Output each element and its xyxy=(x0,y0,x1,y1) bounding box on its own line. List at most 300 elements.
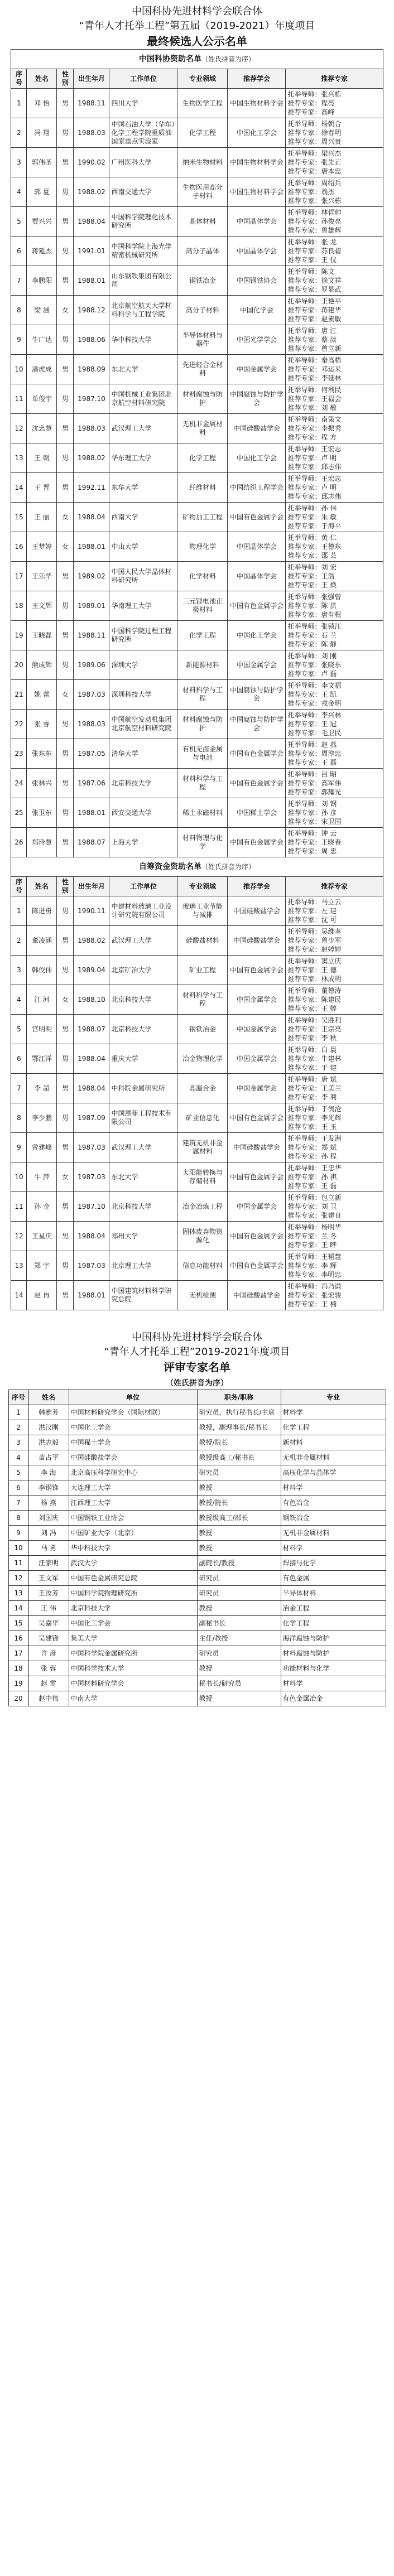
candidate-unit: 中科院金属研究所 xyxy=(109,1074,177,1103)
candidate-unit: 山东钢铁集团有限公司 xyxy=(109,266,177,296)
expert-name: 苗占平 xyxy=(28,1450,69,1465)
candidate-unit: 武汉理工大学 xyxy=(109,926,177,956)
expert-row xyxy=(8,1450,386,1465)
candidate-rec: 托举导师：张 龙 推荐专家：苏良碧 推荐专家：王 仪 xyxy=(286,237,383,266)
candidate-no: 11 xyxy=(11,1192,27,1222)
column-header: 推荐学会 xyxy=(228,69,286,89)
expert-unit: 中国稀土学会 xyxy=(69,1435,197,1450)
section-cast-funded-cell xyxy=(11,50,383,69)
candidate-field: 三元锂电池正极材料 xyxy=(177,591,228,621)
candidate-rec: 托举导师：刘 宏 推荐专家：王浩 推荐专家：王 焕 xyxy=(286,562,383,591)
candidate-row xyxy=(11,926,383,956)
expert-row xyxy=(8,1405,386,1420)
candidate-field: 材料物理与化学 xyxy=(177,828,228,857)
candidate-sex: 男 xyxy=(57,1222,74,1251)
expert-row xyxy=(8,1676,386,1691)
candidate-society: 中国晶体学会 xyxy=(228,207,286,237)
expert-title: 教授/院长 xyxy=(197,1496,281,1511)
candidate-sex: 男 xyxy=(57,355,74,384)
candidate-born: 1988.03 xyxy=(74,118,109,148)
candidate-society: 中国腐蚀与防护学会 xyxy=(228,710,286,739)
candidate-field: 冶金冶炼工程 xyxy=(177,1192,228,1222)
expert-no: 16 xyxy=(8,1631,28,1646)
expert-no: 18 xyxy=(8,1661,28,1676)
candidate-sex: 男 xyxy=(57,1074,74,1103)
candidate-rec: 托举导师：李文福 推荐专家：王 凯 推荐专家：戎金明 xyxy=(286,680,383,710)
expert-no: 8 xyxy=(8,1511,28,1526)
candidate-name: 熊成辉 xyxy=(27,650,57,680)
candidate-no: 6 xyxy=(11,237,27,266)
candidate-born: 1989.01 xyxy=(74,591,109,621)
candidate-name: 江 河 xyxy=(27,985,57,1015)
candidate-field: 信息功能材料 xyxy=(177,1251,228,1281)
candidate-name: 陈进勇 xyxy=(27,896,57,926)
candidate-row xyxy=(11,207,383,237)
expert-title: 研究员 xyxy=(197,1646,281,1661)
expert-row xyxy=(8,1496,386,1511)
candidate-society: 中国硅酸盐学会 xyxy=(228,1133,286,1162)
candidate-society: 中国化工学会 xyxy=(228,621,286,650)
candidate-sex: 男 xyxy=(57,710,74,739)
candidate-unit: 北京科技大学 xyxy=(109,769,177,798)
candidate-born: 1987.03 xyxy=(74,1162,109,1192)
expert-major: 无机非金属材料 xyxy=(281,1450,386,1465)
candidate-name: 王 晋 xyxy=(27,473,57,503)
candidate-no: 4 xyxy=(11,985,27,1015)
candidates-table-body xyxy=(11,50,383,1310)
candidate-row xyxy=(11,1162,383,1192)
candidate-row xyxy=(11,956,383,985)
experts-table xyxy=(8,1390,386,1706)
candidate-name: 孙 金 xyxy=(27,1192,57,1222)
candidate-field: 先进轻合金材料 xyxy=(177,355,228,384)
candidate-born: 1988.02 xyxy=(74,926,109,956)
candidate-society: 中国有色金属学会 xyxy=(228,956,286,985)
expert-no: 4 xyxy=(8,1450,28,1465)
expert-row xyxy=(8,1526,386,1541)
candidate-society: 中国硅酸盐学会 xyxy=(228,926,286,956)
candidate-row xyxy=(11,503,383,532)
expert-name: 李钢锋 xyxy=(28,1480,69,1496)
candidate-row xyxy=(11,769,383,798)
candidate-rec: 托举导师：张兴栋 推荐专家：程亮 推荐专家：高峰 xyxy=(286,89,383,118)
candidate-society: 中国有色金属学会 xyxy=(228,769,286,798)
candidate-unit: 中国石油大学（华东）化学工程学院重质油国家重点实验室 xyxy=(109,118,177,148)
expert-row xyxy=(8,1586,386,1601)
candidate-rec: 托举导师：林哲帅 推荐专家：孙俊亮 推荐专家：曾雄辉 xyxy=(286,207,383,237)
candidate-sex: 男 xyxy=(57,896,74,926)
column-header: 出生年月 xyxy=(74,69,109,89)
candidate-row xyxy=(11,532,383,562)
candidate-unit: 北京科技大学 xyxy=(109,1015,177,1044)
candidate-rec: 托举导师：刘 钢 推荐专家：孙 彦 推荐专家：宋卫国 xyxy=(286,798,383,828)
candidate-name: 单俊宇 xyxy=(27,384,57,414)
expert-major: 化学工程 xyxy=(281,1616,386,1631)
column-header: 推荐专家 xyxy=(286,69,383,89)
expert-no: 17 xyxy=(8,1646,28,1661)
candidate-rec: 托举导师：何利民 推荐专家：王福会 推荐专家：刘 敏 xyxy=(286,384,383,414)
candidate-no: 13 xyxy=(11,1251,27,1281)
candidate-no: 2 xyxy=(11,926,27,956)
column-header: 专业 xyxy=(281,1390,386,1405)
expert-title: 主任/教授 xyxy=(197,1631,281,1646)
candidate-born: 1988.01 xyxy=(74,532,109,562)
column-header: 性别 xyxy=(57,877,74,896)
candidate-born: 1987.06 xyxy=(74,769,109,798)
candidate-sex: 男 xyxy=(57,798,74,828)
candidate-no: 8 xyxy=(11,1103,27,1133)
candidate-sex: 男 xyxy=(57,443,74,473)
candidate-rec: 托举导师：王宏志 推荐专家：卢 明 推荐专家：邱志伟 xyxy=(286,443,383,473)
expert-unit: 北京科技大学 xyxy=(69,1601,197,1616)
candidate-field: 材料科学与工程 xyxy=(177,985,228,1015)
candidate-born: 1987.10 xyxy=(74,384,109,414)
candidate-row xyxy=(11,118,383,148)
candidate-row xyxy=(11,1015,383,1044)
expert-unit: 华中科技大学 xyxy=(69,1541,197,1556)
candidate-rec: 托举导师：吕 昭 推荐专家：高军伟 推荐专家：郭耀光 xyxy=(286,769,383,798)
candidate-born: 1988.04 xyxy=(74,1222,109,1251)
candidate-unit: 上海大学 xyxy=(109,828,177,857)
expert-major: 冶金工程 xyxy=(281,1601,386,1616)
candidate-unit: 华中科技大学 xyxy=(109,325,177,355)
candidate-field: 固体废弃物资源化 xyxy=(177,1222,228,1251)
candidate-sex: 男 xyxy=(57,1044,74,1074)
candidate-unit: 中国科学院上海光学精密机械研究所 xyxy=(109,237,177,266)
candidate-sex: 女 xyxy=(57,532,74,562)
expert-unit: 中国硅酸盐学会 xyxy=(69,1450,197,1465)
candidate-row xyxy=(11,1222,383,1251)
candidate-rec: 托举导师：南策文 推荐专家：李振秀 推荐专家：程 方 xyxy=(286,414,383,443)
candidate-name: 郑 宇 xyxy=(27,1251,57,1281)
candidate-sex: 男 xyxy=(57,739,74,769)
candidate-sex: 男 xyxy=(57,414,74,443)
candidate-name: 郑玲慧 xyxy=(27,828,57,857)
expert-no: 14 xyxy=(8,1601,28,1616)
candidate-no: 11 xyxy=(11,384,27,414)
org-title: 中国科协先进材料学会联合体 xyxy=(132,6,262,17)
candidate-rec: 托举导师：秦高梧 推荐专家：邓运来 推荐专家：李延林 xyxy=(286,355,383,384)
candidate-row xyxy=(11,680,383,710)
expert-no: 13 xyxy=(8,1586,28,1601)
candidate-name: 梁 涵 xyxy=(27,296,57,325)
expert-unit: 中国科学院金属研究所 xyxy=(69,1646,197,1661)
candidate-unit: 广州医科大学 xyxy=(109,148,177,177)
column-header: 工作单位 xyxy=(109,69,177,89)
candidate-society: 中国硅酸盐学会 xyxy=(228,414,286,443)
candidate-born: 1988.02 xyxy=(74,443,109,473)
candidate-row xyxy=(11,1251,383,1281)
candidate-field: 高温合金 xyxy=(177,1074,228,1103)
experts-header-row xyxy=(8,1390,386,1405)
candidate-rec: 托举导师：于润沧 推荐专家：李光辉 推荐专家：王 玉 xyxy=(286,1103,383,1133)
candidate-row xyxy=(11,237,383,266)
column-header: 姓名 xyxy=(27,877,57,896)
candidate-born: 1987.05 xyxy=(74,739,109,769)
candidate-born: 1988.11 xyxy=(74,89,109,118)
candidate-sex: 男 xyxy=(57,177,74,207)
candidate-row xyxy=(11,798,383,828)
candidate-rec: 托举导师：吴维孝 推荐专家：曾少军 推荐专家：赵婷婷 xyxy=(286,926,383,956)
expert-title: 研究员 xyxy=(197,1571,281,1586)
section-self-funded xyxy=(11,857,383,877)
candidate-rec: 托举导师：黄 仁 推荐专家：王德东 推荐专家：邵 芸 xyxy=(286,532,383,562)
candidate-row xyxy=(11,296,383,325)
column-header: 序号 xyxy=(8,1390,28,1405)
candidate-no: 21 xyxy=(11,680,27,710)
candidate-no: 4 xyxy=(11,177,27,207)
candidate-born: 1988.10 xyxy=(74,985,109,1015)
candidate-field: 生物医学工程 xyxy=(177,89,228,118)
candidate-born: 1988.04 xyxy=(74,503,109,532)
expert-major: 高压化学与晶体学 xyxy=(281,1465,386,1480)
column-header: 专业领域 xyxy=(177,877,228,896)
candidate-row xyxy=(11,1044,383,1074)
candidate-unit: 武汉理工大学 xyxy=(109,414,177,443)
expert-name: 马 勇 xyxy=(28,1541,69,1556)
candidate-rec: 托举导师：杨明华 推荐专家：兰 冬 推荐专家：王 晔 xyxy=(286,1222,383,1251)
candidate-society: 中国化工学会 xyxy=(228,118,286,148)
expert-name: 吴建锋 xyxy=(28,1631,69,1646)
candidate-field: 材料科学与工程 xyxy=(177,769,228,798)
candidate-society: 中国金属学会 xyxy=(228,985,286,1015)
candidate-born: 1988.01 xyxy=(74,1281,109,1310)
experts-table-body xyxy=(8,1390,386,1706)
candidate-name: 王文辉 xyxy=(27,591,57,621)
candidate-no: 22 xyxy=(11,710,27,739)
candidate-row xyxy=(11,89,383,118)
section-self-funded-cell xyxy=(11,857,383,877)
candidate-sex: 男 xyxy=(57,1103,74,1133)
candidates-table xyxy=(11,49,383,1310)
candidate-unit: 郑州大学 xyxy=(109,1222,177,1251)
candidate-society: 中国金属学会 xyxy=(228,1044,286,1074)
candidate-field: 冶金物理化学 xyxy=(177,1044,228,1074)
candidate-field: 有机无卤金属与电池 xyxy=(177,739,228,769)
candidate-rec: 托举导师：孙 伟 推荐专家：朱 敏 推荐专家：于海平 xyxy=(286,503,383,532)
candidate-row xyxy=(11,739,383,769)
expert-unit: 中国材料研究学会（国际材联） xyxy=(69,1405,197,1420)
section-cast-funded-title: 中国科协资助名单 xyxy=(138,54,201,64)
candidate-born: 1988.03 xyxy=(74,710,109,739)
expert-no: 9 xyxy=(8,1526,28,1541)
candidate-sex: 男 xyxy=(57,1133,74,1162)
candidate-name: 王梦婷 xyxy=(27,532,57,562)
expert-row xyxy=(8,1541,386,1556)
candidate-row xyxy=(11,148,383,177)
candidate-society: 中国生物材料学会 xyxy=(228,148,286,177)
candidate-row xyxy=(11,266,383,296)
candidate-society: 中国腐蚀与防护学会 xyxy=(228,680,286,710)
expert-title: 教授/院长 xyxy=(197,1435,281,1450)
candidate-society: 中国晶体学会 xyxy=(228,237,286,266)
candidate-unit: 深圳大学 xyxy=(109,650,177,680)
expert-no: 11 xyxy=(8,1556,28,1571)
candidate-sex: 男 xyxy=(57,1015,74,1044)
candidate-no: 6 xyxy=(11,1044,27,1074)
candidate-sex: 男 xyxy=(57,591,74,621)
candidate-sex: 男 xyxy=(57,266,74,296)
candidate-field: 纳米生物材料 xyxy=(177,148,228,177)
candidate-society: 中国钢铁协会 xyxy=(228,266,286,296)
candidate-society: 中国有色金属学会 xyxy=(228,1251,286,1281)
candidate-field: 化学工程 xyxy=(177,621,228,650)
candidate-row xyxy=(11,1281,383,1310)
expert-row xyxy=(8,1661,386,1676)
section-self-funded-title: 自筹资金资助名单 xyxy=(138,862,201,871)
candidate-no: 26 xyxy=(11,828,27,857)
section-self-funded-note: （姓氏拼音为序） xyxy=(201,862,255,871)
candidate-field: 建筑无机非金属材料 xyxy=(177,1133,228,1162)
expert-title: 副秘书长 xyxy=(197,1616,281,1631)
expert-name: 杨 燕 xyxy=(28,1496,69,1511)
expert-major: 功能材料与化学 xyxy=(281,1661,386,1676)
candidate-rec: 托举导师：王宏志 推荐专家：卢 明 推荐专家：邱志伟 xyxy=(286,473,383,503)
expert-major: 有色金属冶金 xyxy=(281,1691,386,1706)
candidate-no: 1 xyxy=(11,89,27,118)
candidate-no: 5 xyxy=(11,207,27,237)
candidate-unit: 北京科技大学 xyxy=(109,1192,177,1222)
candidate-no: 15 xyxy=(11,503,27,532)
expert-name: 张 蓉 xyxy=(28,1661,69,1676)
section-cast-funded-note: （姓氏拼音为序） xyxy=(201,55,255,63)
expert-major: 半导体材料 xyxy=(281,1586,386,1601)
candidate-field: 无机非金属材料 xyxy=(177,414,228,443)
expert-row xyxy=(8,1420,386,1435)
candidate-rec: 托举导师：冯乃谦 推荐专家：张宏骏 推荐专家：王 楠 xyxy=(286,1281,383,1310)
candidate-name: 鄂江洋 xyxy=(27,1044,57,1074)
expert-title: 教授级高工/秘书长 xyxy=(197,1450,281,1465)
expert-row xyxy=(8,1631,386,1646)
candidate-name: 张东东 xyxy=(27,739,57,769)
candidate-field: 矿物加工工程 xyxy=(177,503,228,532)
expert-unit: 集美大学 xyxy=(69,1631,197,1646)
candidate-born: 1988.04 xyxy=(74,207,109,237)
candidate-born: 1988.11 xyxy=(74,621,109,650)
candidate-name: 张 睿 xyxy=(27,710,57,739)
expert-unit: 中国科学院物理研究所 xyxy=(69,1586,197,1601)
candidate-born: 1990.02 xyxy=(74,148,109,177)
candidate-sex: 男 xyxy=(57,118,74,148)
candidate-unit: 四川大学 xyxy=(109,89,177,118)
candidate-society: 中国生物材料学会 xyxy=(228,89,286,118)
expert-title: 副院长/教授 xyxy=(197,1556,281,1571)
candidate-field: 矿业工程 xyxy=(177,956,228,985)
candidate-sex: 女 xyxy=(57,503,74,532)
candidate-society: 中国纺织工程学会 xyxy=(228,473,286,503)
expert-major: 海洋腐蚀与防护 xyxy=(281,1631,386,1646)
candidate-name: 王 朝 xyxy=(27,443,57,473)
expert-name: 王文军 xyxy=(28,1571,69,1586)
experts-project-title: “青年人才托举工程”2019-2021年度项目 xyxy=(104,1346,290,1358)
candidate-field: 钢铁冶金 xyxy=(177,1015,228,1044)
expert-major: 材料学 xyxy=(281,1480,386,1496)
candidate-field: 玻璃工业节能与减排 xyxy=(177,896,228,926)
column-header: 工作单位 xyxy=(109,877,177,896)
candidate-no: 10 xyxy=(11,355,27,384)
expert-name: 王汝芳 xyxy=(28,1586,69,1601)
expert-title: 秘书长/研究员 xyxy=(197,1676,281,1691)
candidate-no: 7 xyxy=(11,266,27,296)
candidate-unit: 华南理工大学 xyxy=(109,591,177,621)
candidate-sex: 女 xyxy=(57,296,74,325)
expert-title: 教授 xyxy=(197,1661,281,1676)
candidate-born: 1988.04 xyxy=(74,1044,109,1074)
candidate-sex: 男 xyxy=(57,650,74,680)
candidate-name: 沈忠慧 xyxy=(27,414,57,443)
candidate-sex: 男 xyxy=(57,769,74,798)
section-cast-funded xyxy=(11,50,383,69)
column-header: 姓名 xyxy=(27,69,57,89)
candidate-field: 材料科学与工程 xyxy=(177,680,228,710)
column-header: 推荐学会 xyxy=(228,877,286,896)
candidate-name: 郭伟圣 xyxy=(27,148,57,177)
candidate-society: 中国晶体学会 xyxy=(228,532,286,562)
candidate-unit: 北京科技大学 xyxy=(109,985,177,1015)
candidate-unit: 中国建筑材料科学研究总院 xyxy=(109,1281,177,1310)
candidate-rec: 托举导师：唐 斌 推荐专家：王美兰 推荐专家：李 利 xyxy=(286,1074,383,1103)
expert-unit: 中国材料研究学会 xyxy=(69,1676,197,1691)
candidate-name: 王星庆 xyxy=(27,1222,57,1251)
expert-major: 化学工程 xyxy=(281,1420,386,1435)
expert-major: 材料学 xyxy=(281,1405,386,1420)
expert-title: 研究员，执行秘书长/主席 xyxy=(197,1405,281,1420)
candidate-society: 中国硅酸盐学会 xyxy=(228,896,286,926)
experts-list-title: 评审专家名单 xyxy=(164,1361,230,1374)
candidate-name: 张卫东 xyxy=(27,798,57,828)
expert-unit: 中南大学 xyxy=(69,1691,197,1706)
candidate-born: 1987.09 xyxy=(74,1103,109,1133)
candidate-no: 9 xyxy=(11,325,27,355)
candidate-no: 13 xyxy=(11,443,27,473)
expert-name: 韩雅芳 xyxy=(28,1405,69,1420)
candidate-rec: 托举导师：窦立庆 推荐专家：王 德 推荐专家：林成明 xyxy=(286,956,383,985)
candidate-field: 新能源材料 xyxy=(177,650,228,680)
expert-major: 材料学 xyxy=(281,1541,386,1556)
candidate-society: 中国化工学会 xyxy=(228,443,286,473)
candidate-sex: 男 xyxy=(57,148,74,177)
expert-major: 无机非金属材料 xyxy=(281,1526,386,1541)
candidate-rec: 托举导师：董德涛 推荐专家：陈建民 推荐专家：王 婷 xyxy=(286,985,383,1015)
candidate-field: 纤维材料 xyxy=(177,473,228,503)
candidate-born: 1992.11 xyxy=(74,473,109,503)
candidate-born: 1988.03 xyxy=(74,414,109,443)
experts-org-title: 中国科协先进材料学会联合体 xyxy=(132,1332,262,1343)
candidate-name: 贾兴兴 xyxy=(27,207,57,237)
expert-name: 洪汉刚 xyxy=(28,1420,69,1435)
expert-major: 新材料 xyxy=(281,1435,386,1450)
candidates-header-row xyxy=(11,69,383,89)
candidate-no: 1 xyxy=(11,896,27,926)
expert-name: 汪家明 xyxy=(28,1556,69,1571)
candidate-society: 中国有色金属学会 xyxy=(228,591,286,621)
candidate-unit: 北京矿冶大学 xyxy=(109,956,177,985)
candidate-name: 赵 冉 xyxy=(27,1281,57,1310)
candidate-name: 冯 翔 xyxy=(27,118,57,148)
candidate-no: 7 xyxy=(11,1074,27,1103)
candidate-sex: 男 xyxy=(57,562,74,591)
candidate-field: 生物医用高分子材料 xyxy=(177,177,228,207)
candidate-name: 王 丽 xyxy=(27,503,57,532)
candidate-born: 1988.09 xyxy=(74,355,109,384)
expert-name: 洪志毅 xyxy=(28,1435,69,1450)
candidate-unit: 西南大学 xyxy=(109,503,177,532)
candidate-field: 高分子材料 xyxy=(177,296,228,325)
candidate-name: 李鹏阳 xyxy=(27,266,57,296)
candidate-rec: 托举导师：王发洲 推荐专家：郑 斌 推荐专家：孙 程 xyxy=(286,1133,383,1162)
expert-no: 7 xyxy=(8,1496,28,1511)
candidate-rec: 托举导师：陈文 推荐专家：徐文祥 推荐专家：罗显武 xyxy=(286,266,383,296)
